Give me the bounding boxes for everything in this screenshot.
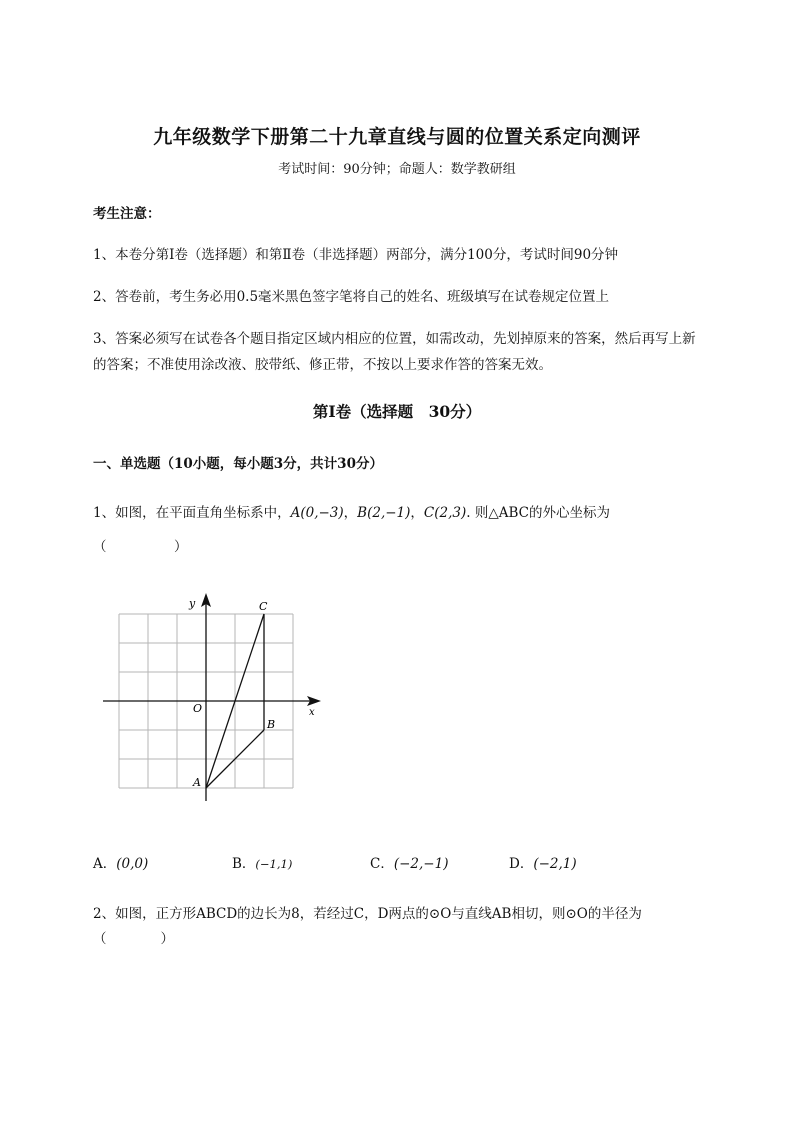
point-c: C(2,3)	[423, 505, 467, 521]
question-1-stem-suffix: . 则△ABC的外心坐标为	[466, 505, 610, 521]
question-1-stem	[93, 501, 610, 521]
y-axis-label: y	[189, 597, 196, 610]
option-c-letter: C．	[370, 856, 394, 872]
x-axis-label: x	[309, 707, 315, 718]
question-2-number: 2、	[93, 906, 116, 922]
page-subtitle: 考试时间：90分钟；命题人：数学教研组	[278, 162, 516, 177]
section-title: 第Ⅰ卷（选择题 30分）	[312, 402, 482, 421]
label-b: B	[267, 718, 276, 731]
option-b-letter: B．	[232, 856, 256, 872]
option-c-value: (−2,−1)	[393, 856, 449, 872]
question-2-stem	[93, 902, 642, 922]
notice-heading: 考生注意：	[93, 206, 161, 222]
question-1-number: 1、	[93, 505, 116, 521]
part-heading: 一、单选题（10小题，每小题3分，共计30分）	[93, 456, 383, 472]
option-b-value: (−1,1)	[255, 857, 293, 871]
option-a[interactable]	[93, 852, 148, 872]
coordinate-figure	[95, 585, 330, 810]
notice-item-3-cont: 的答案；不准使用涂改液、胶带纸、修正带，不按以上要求作答的答案无效。	[93, 357, 552, 373]
x-axis	[103, 696, 321, 706]
option-d[interactable]	[509, 852, 577, 872]
option-d-value: (−2,1)	[533, 856, 577, 872]
option-a-letter: A．	[93, 856, 117, 872]
notice-item-3: 3、答案必须写在试卷各个题目指定区域内相应的位置，如需改动，先划掉原来的答案，然后再写上新	[93, 331, 696, 347]
question-1-answer-blank: （ ）	[93, 539, 188, 555]
notice-item-2: 2、答卷前，考生务必用0.5毫米黑色签字笔将自己的姓名、班级填写在试卷规定位置上	[93, 289, 610, 305]
label-c: C	[259, 600, 268, 613]
point-a: A(0,−3)	[290, 505, 344, 521]
sep-2: ，	[410, 505, 424, 521]
page-title: 九年级数学下册第二十九章直线与圆的位置关系定向测评	[153, 126, 641, 148]
origin-label: O	[193, 702, 203, 715]
option-c[interactable]	[370, 852, 448, 872]
label-a: A	[193, 776, 201, 789]
option-b[interactable]	[232, 852, 292, 872]
question-2-text: 如图，正方形ABCD的边长为8，若经过C，D两点的⊙O与直线AB相切，则⊙O的半径为	[115, 906, 642, 922]
notice-item-1: 1、本卷分第Ⅰ卷（选择题）和第Ⅱ卷（非选择题）两部分，满分100分，考试时间90分钟	[93, 247, 619, 263]
question-1-stem-prefix: 如图，在平面直角坐标系中，	[115, 505, 291, 521]
y-axis	[201, 593, 211, 801]
point-b: B(2,−1)	[357, 505, 411, 521]
sep-1: ，	[343, 505, 358, 521]
option-d-letter: D．	[509, 856, 534, 872]
question-2-answer-blank: （ ）	[93, 931, 174, 947]
option-a-value: (0,0)	[116, 856, 149, 872]
